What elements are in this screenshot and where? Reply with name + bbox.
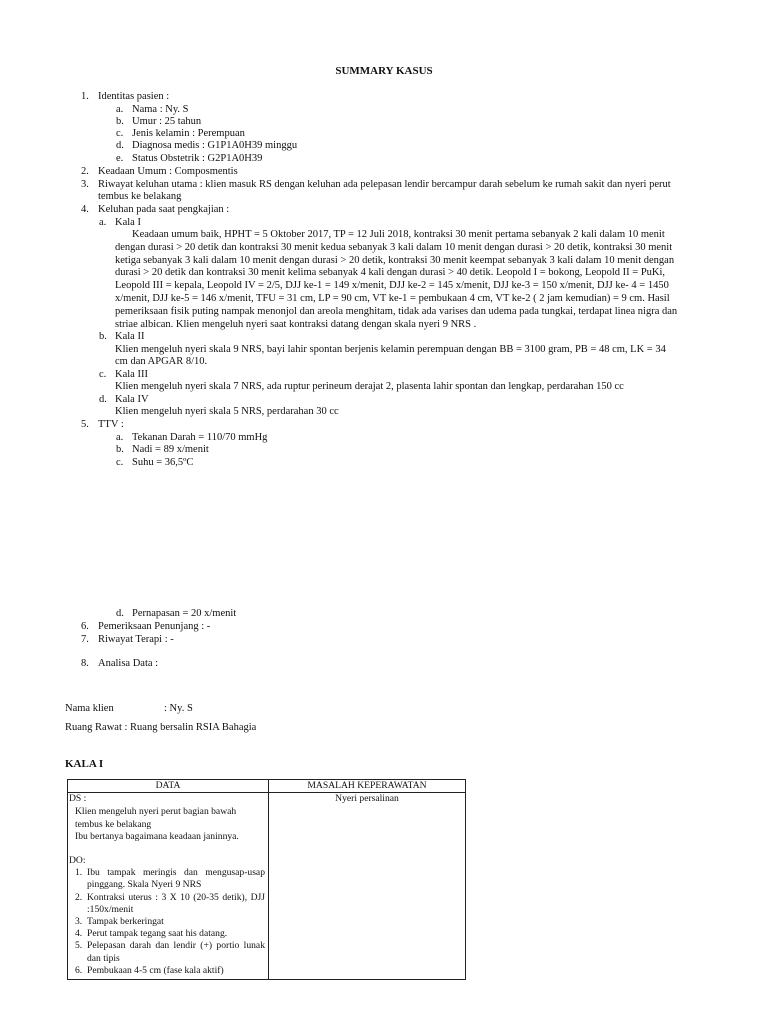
identity-name: Nama : Ny. S	[132, 104, 189, 115]
main-complaint-line: Riwayat keluhan utama : klien masuk RS dengan keluhan ada pelepasan lendir bercampur darah sebelum ke rumah sakit dan nyeri perut	[98, 179, 671, 190]
section-number: 8.	[81, 658, 89, 669]
item-letter: c.	[99, 369, 107, 380]
list-text: Kontraksi uterus : 3 X 10 (20-35 detik), DJJ :150x/menit	[87, 891, 265, 915]
client-name-label: Nama klien	[65, 703, 114, 714]
client-room: Ruang Rawat : Ruang bersalin RSIA Bahagia	[65, 722, 257, 733]
list-item	[75, 940, 265, 964]
item-letter: d.	[116, 140, 124, 151]
kala-1-heading: KALA I	[65, 758, 104, 770]
ds-line: Klien mengeluh nyeri perut bagian bawah	[75, 806, 237, 818]
list-item	[75, 965, 265, 977]
identity-age: Umur : 25 tahun	[132, 116, 202, 127]
section-number: 3.	[81, 179, 89, 190]
list-item	[75, 892, 265, 916]
kala1-text-line: Keadaan umum baik, HPHT = 5 Oktober 2017, TP = 12 Juli 2018, kontraksi 30 menit pertama sebanyak 2 kali dalam 10 menit	[132, 229, 665, 240]
data-cell	[68, 793, 269, 980]
ds-line: Ibu bertanya bagaimana keadaan janinnya.	[75, 830, 239, 842]
section-number: 2.	[81, 166, 89, 177]
do-list	[69, 867, 265, 977]
item-letter: b.	[116, 116, 124, 127]
kala2-text-line: Klien mengeluh nyeri skala 9 NRS, bayi lahir spontan berjenis kelamin perempuan dengan BB = 3100 gram, PB = 48 cm, LK = 34	[115, 344, 666, 355]
item-letter: c.	[116, 128, 124, 139]
list-number: 5.	[75, 940, 83, 952]
item-letter: b.	[116, 444, 124, 455]
general-condition: Keadaan Umum : Composmentis	[98, 166, 238, 177]
list-item	[75, 928, 265, 940]
list-text: Ibu tampak meringis dan mengusap-usap pinggang. Skala Nyeri 9 NRS	[87, 867, 265, 891]
data-analysis-label: Analisa Data :	[98, 658, 159, 669]
kala3-text: Klien mengeluh nyeri skala 7 NRS, ada ruptur perineum derajat 2, plasenta lahir spontan dan lengkap, perdarahan 150 cc	[115, 381, 624, 392]
nursing-problem-cell: Nyeri persalinan	[269, 793, 466, 980]
identity-gender: Jenis kelamin : Perempuan	[132, 128, 245, 139]
item-letter: e.	[116, 153, 124, 164]
item-letter: a.	[99, 217, 107, 228]
item-letter: d.	[116, 608, 124, 619]
document-title: SUMMARY KASUS	[335, 65, 433, 77]
list-text: Pelepasan darah dan lendir (+) portio lunak dan tipis	[87, 940, 265, 964]
list-number: 2.	[75, 891, 83, 903]
item-letter: b.	[99, 331, 107, 342]
ds-label: DS :	[69, 793, 87, 805]
main-complaint-line: tembus ke belakang	[98, 191, 182, 202]
section-number: 1.	[81, 91, 89, 102]
ds-line: tembus ke belakang	[75, 818, 152, 830]
kala1-text-line: striae albican. Klien mengeluh nyeri saat kontraksi datang dengan skala nyeri 9 NRS .	[115, 319, 477, 330]
ds-list	[71, 806, 265, 843]
nursing-analysis-table	[67, 779, 466, 980]
kala1-text-line: ketiga sebanyak 3 kali dalam 10 menit dengan durasi > 20 detik, kontraksi 30 menit keempat sebanyak 3 kali dalam 10 menit dengan	[115, 255, 675, 266]
identity-obstetric-status: Status Obstetrik : G2P1A0H39	[132, 153, 263, 164]
list-number: 1.	[75, 867, 83, 879]
item-letter: a.	[116, 104, 124, 115]
stage-label: Kala IV	[115, 394, 149, 405]
section-number: 7.	[81, 634, 89, 645]
section-label: Identitas pasien :	[98, 91, 170, 102]
kala1-text-line: pemeriksaan fisik puting nampak menonjol dan areola menghitam, tidak ada varises dan udema pada tungkai, terdapat linea nigra dan	[115, 306, 678, 317]
supporting-exam: Pemeriksaan Penunjang : -	[98, 621, 211, 632]
section-number: 6.	[81, 621, 89, 632]
column-header-data: DATA	[68, 780, 269, 793]
kala1-text-line: durasi > 20 detik dan kontraksi 30 menit kelima sebanyak 4 kali dengan durasi > 40 detik. Leopold I = bokong, Leopold II = PuKi,	[115, 267, 666, 278]
vital-temperature: Suhu = 36,5ºC	[132, 457, 194, 468]
list-item	[75, 867, 265, 891]
section-number: 5.	[81, 419, 89, 430]
stage-label: Kala II	[115, 331, 145, 342]
vital-pulse: Nadi = 89 x/menit	[132, 444, 209, 455]
stage-label: Kala III	[115, 369, 148, 380]
list-number: 4.	[75, 928, 83, 940]
list-number: 3.	[75, 916, 83, 928]
list-text: Pembukaan 4-5 cm (fase kala aktif)	[87, 964, 224, 976]
section-number: 4.	[81, 204, 89, 215]
section-label: TTV :	[98, 419, 124, 430]
kala1-text-line: dengan durasi > 20 detik dan kontraksi 30 menit kedua sebanyak 3 kali dalam 10 menit dengan durasi > 20 detik, kontraksi 30 menit	[115, 242, 673, 253]
client-name-value: : Ny. S	[164, 703, 193, 714]
section-label: Keluhan pada saat pengkajian :	[98, 204, 230, 215]
therapy-history: Riwayat Terapi : -	[98, 634, 174, 645]
list-number: 6.	[75, 964, 83, 976]
column-header-problem: MASALAH KEPERAWATAN	[269, 780, 466, 793]
item-letter: d.	[99, 394, 107, 405]
do-label: DO:	[69, 855, 86, 867]
identity-diagnosis: Diagnosa medis : G1P1A0H39 minggu	[132, 140, 298, 151]
table-header-row	[68, 780, 466, 793]
vital-respiration: Pernapasan = 20 x/menit	[132, 608, 237, 619]
list-text: Perut tampak tegang saat his datang.	[87, 928, 228, 940]
list-item	[75, 916, 265, 928]
kala1-text-line: x/menit, DJJ ke-5 = 146 x/menit, TFU = 31 cm, LP = 90 cm, VT ke-1 = pembukaan 4 cm, VT ke-2 ( 2 jam kemudian) = 9 cm. Hasil	[115, 293, 670, 304]
list-text: Tampak berkeringat	[87, 916, 164, 928]
table-row	[68, 793, 466, 980]
stage-label: Kala I	[115, 217, 141, 228]
kala2-text-line: cm dan APGAR 8/10.	[115, 356, 208, 367]
item-letter: c.	[116, 457, 124, 468]
vital-blood-pressure: Tekanan Darah = 110/70 mmHg	[132, 432, 268, 443]
item-letter: a.	[116, 432, 124, 443]
kala4-text: Klien mengeluh nyeri skala 5 NRS, perdarahan 30 cc	[115, 406, 339, 417]
kala1-text-line: Leopold III = kepala, Leopold IV = 2/5, DJJ ke-1 = 149 x/menit, DJJ ke-2 = 145 x/menit, DJJ ke-3 = 150 x/menit, DJJ ke- 4 = 1450	[115, 280, 669, 291]
